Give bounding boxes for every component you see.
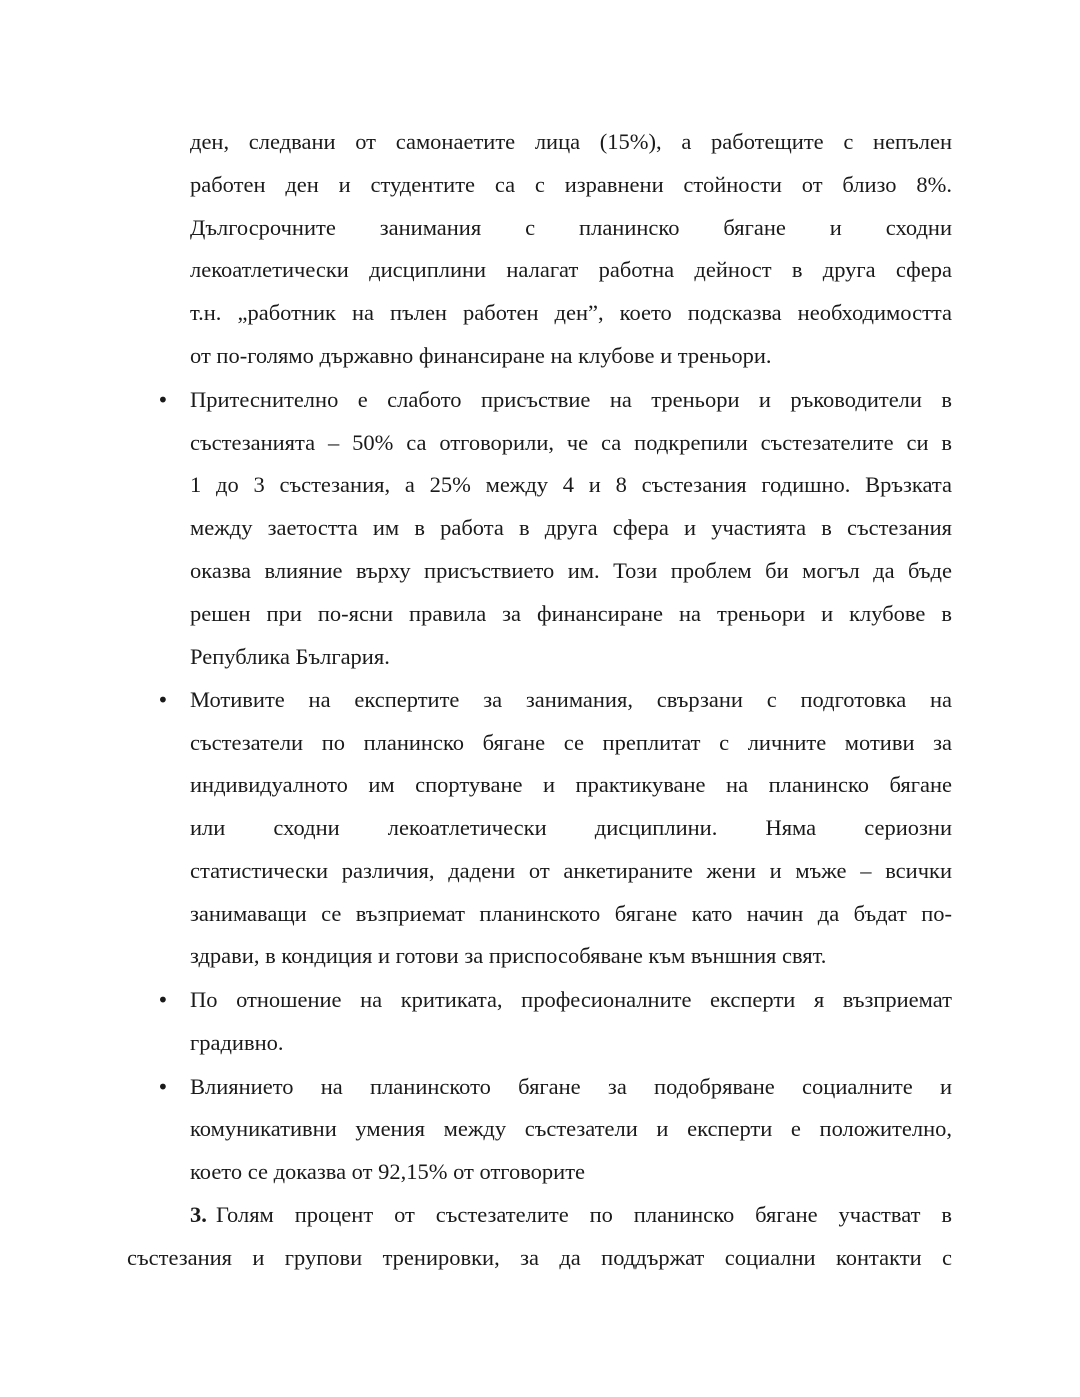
text-line: индивидуалното им спортуване и практикуване на планинско бягане: [190, 772, 952, 797]
text-line: между заетостта им в работа в друга сфера и участията в състезания: [190, 515, 952, 540]
text-line: статистически различия, дадени от анкетираните жени и мъже – всички: [190, 858, 952, 883]
bullet-marker: •: [157, 1075, 169, 1099]
text-line: или сходни лекоатлетически дисциплини. Няма сериозни: [190, 815, 952, 840]
bullet-marker: •: [157, 688, 169, 712]
text-line: лекоатлетически дисциплини налагат работна дейност в друга сфера: [190, 257, 952, 282]
text-line: 1 до 3 състезания, а 25% между 4 и 8 състезания годишно. Връзката: [190, 472, 952, 497]
text-line: състезания и групови тренировки, за да поддържат социални контакти с: [127, 1245, 952, 1270]
text-line: Дългосрочните занимания с планинско бягане и сходни: [190, 215, 952, 240]
text-line: градивно.: [190, 1030, 284, 1055]
text-line: занимаващи се възприемат планинското бягане като начин да бъдат по-: [190, 901, 952, 926]
text-line: здрави, в кондиция и готови за приспособяване към външния свят.: [190, 943, 827, 968]
text-line: Република България.: [190, 644, 390, 669]
text-line: Влиянието на планинското бягане за подобряване социалните и: [190, 1074, 952, 1099]
text-line: ден, следвани от самонаетите лица (15%), а работещите с непълен: [190, 129, 952, 154]
text-line: т.н. „работник на пълен работен ден”, което подсказва необходимостта: [190, 300, 952, 325]
section-number: 3.: [190, 1202, 207, 1227]
text-line: Мотивите на експертите за занимания, свързани с подготовка на: [190, 687, 952, 712]
text-line: комуникативни умения между състезатели и експерти е положително,: [190, 1116, 952, 1141]
text-line: оказва влияние върху присъствието им. Този проблем би могъл да бъде: [190, 558, 952, 583]
text-line: от по-голямо държавно финансиране на клубове и треньори.: [190, 343, 772, 368]
text-line: състезанията – 50% са отговорили, че са подкрепили състезателите си в: [190, 430, 952, 455]
text-line: Голям процент от състезателите по планинско бягане участват в: [216, 1202, 952, 1227]
text-line: състезатели по планинско бягане се преплитат с личните мотиви за: [190, 730, 952, 755]
bullet-marker: •: [157, 388, 169, 412]
text-line: работен ден и студентите са с изравнени стойности от близо 8%.: [190, 172, 952, 197]
text-line: По отношение на критиката, професионалните експерти я възприемат: [190, 987, 952, 1012]
text-line: което се доказва от 92,15% от отговорите: [190, 1159, 586, 1184]
text-line: решен при по-ясни правила за финансиране на треньори и клубове в: [190, 601, 952, 626]
text-line: Притеснително е слабото присъствие на треньори и ръководители в: [190, 387, 952, 412]
bullet-marker: •: [157, 988, 169, 1012]
